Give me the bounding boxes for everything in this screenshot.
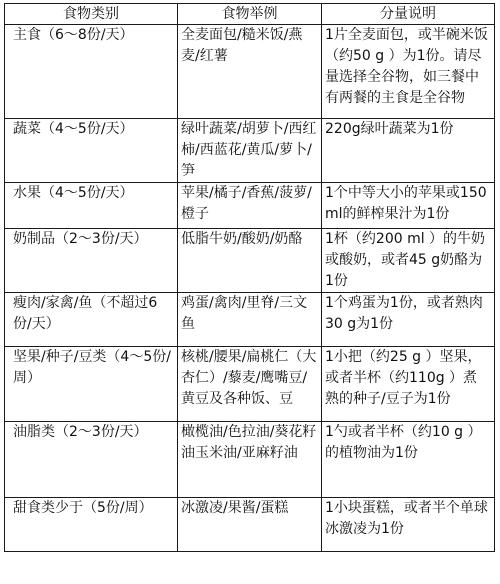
examples-cell: 全麦面包/糙米饭/燕麦/红薯 (178, 25, 322, 119)
examples-cell: 绿叶蔬菜/胡萝卜/西红柿/西蓝花/黄瓜/萝卜/笋 (178, 119, 322, 183)
portion-cell: 1勺或者半杯（约10 g ）的植物油为1份 (322, 422, 495, 498)
examples-cell: 橄榄油/色拉油/葵花籽油玉米油/亚麻籽油 (178, 422, 322, 498)
category-cell: 奶制品（2～3份/天） (5, 229, 178, 293)
table-row (5, 347, 495, 422)
examples-cell: 核桃/腰果/扁桃仁（大杏仁）/藜麦/鹰嘴豆/黄豆及各种饭、豆 (178, 347, 322, 422)
examples-cell: 低脂牛奶/酸奶/奶酪 (178, 229, 322, 293)
category-cell: 油脂类（2～3份/天） (5, 422, 178, 498)
table-row (5, 422, 495, 498)
table-row (5, 229, 495, 293)
header-portion-description: 分量说明 (322, 4, 495, 25)
examples-cell: 鸡蛋/禽肉/里脊/三文鱼 (178, 293, 322, 347)
category-cell: 坚果/种子/豆类（4～5份/周） (5, 347, 178, 422)
examples-cell: 苹果/橘子/香蕉/菠萝/橙子 (178, 183, 322, 229)
portion-cell: 1个中等大小的苹果或150 ml的鲜榨果汁为1份 (322, 183, 495, 229)
portion-cell: 1片全麦面包，或半碗米饭（约50 g ）为1份。请尽量选择全谷物，如三餐中有两餐的主食是全谷物 (322, 25, 495, 119)
portion-cell: 1杯（约200 ml ）的牛奶或酸奶，或者45 g奶酪为1份 (322, 229, 495, 293)
portion-cell: 1小把（约25 g ）坚果，或者半杯（约110g ）煮熟的种子/豆子为1份 (322, 347, 495, 422)
header-food-category: 食物类别 (5, 4, 178, 25)
table-row (5, 119, 495, 183)
portion-cell: 220g绿叶蔬菜为1份 (322, 119, 495, 183)
table-header (5, 4, 495, 25)
table-row (5, 183, 495, 229)
category-cell: 瘦肉/家禽/鱼（不超过6份/天） (5, 293, 178, 347)
table-row (5, 25, 495, 119)
examples-cell: 冰激凌/果酱/蛋糕 (178, 498, 322, 552)
header-row (5, 4, 495, 25)
portion-cell: 1小块蛋糕，或者半个单球冰激凌为1份 (322, 498, 495, 552)
table-row (5, 498, 495, 552)
category-cell: 蔬菜（4～5份/天） (5, 119, 178, 183)
category-cell: 主食（6～8份/天） (5, 25, 178, 119)
food-portion-table (4, 3, 495, 552)
table-body (5, 25, 495, 552)
table-row (5, 293, 495, 347)
header-food-examples: 食物举例 (178, 4, 322, 25)
category-cell: 水果（4～5份/天） (5, 183, 178, 229)
category-cell: 甜食类少于（5份/周） (5, 498, 178, 552)
portion-cell: 1个鸡蛋为1份，或者熟肉30 g为1份 (322, 293, 495, 347)
